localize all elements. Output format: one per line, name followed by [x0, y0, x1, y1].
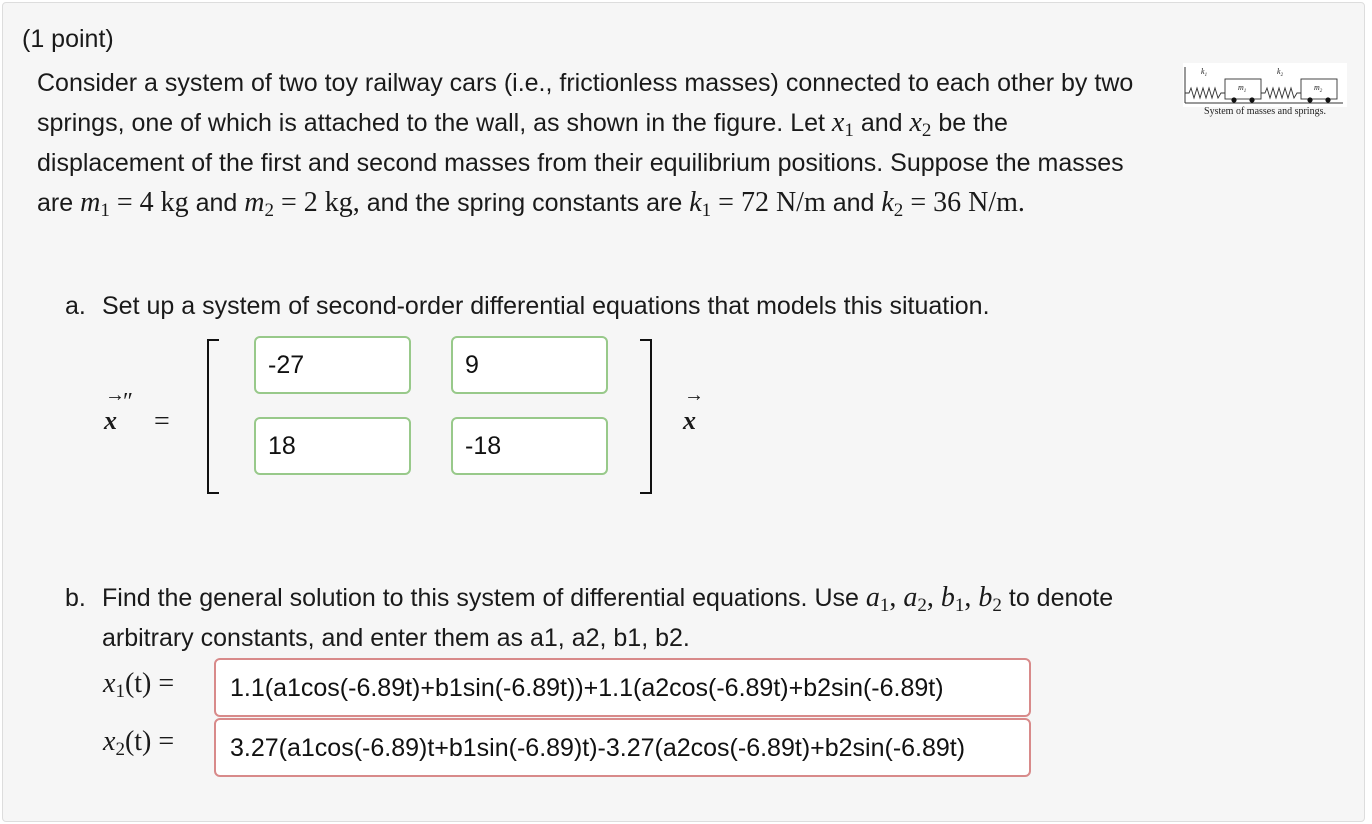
vector-arrow-icon: → — [684, 384, 704, 406]
part-b-text-2: to denote — [1008, 584, 1114, 612]
spring-mass-diagram — [1183, 63, 1347, 107]
intro-text-4: and — [195, 189, 238, 217]
svg-text:k2: $k_2$ — [1277, 67, 1284, 78]
intro-text-5: and the spring constants are — [366, 189, 683, 217]
part-a-label: a. — [65, 292, 86, 320]
k2-value: = 36 N/m. — [910, 187, 1025, 218]
figure-caption: System of masses and springs. — [1204, 106, 1326, 117]
masses-springs-figure[interactable] — [1183, 63, 1347, 119]
var-x2: $x_2$ — [909, 107, 932, 141]
spring-k2: $k_2 = 36$ N/m. — [881, 187, 1025, 221]
spring-k1: $k_1 = 72$ N/m — [689, 187, 826, 221]
constants-list: $a_1$, $a_2$, $b_1$, $b_2$ — [865, 582, 1002, 616]
svg-text:m2: $m_2$ — [1314, 83, 1323, 94]
part-b-text-1: Find the general solution to this system of differential equations. Use — [102, 584, 859, 612]
var-x1: $x_1$ — [831, 107, 854, 141]
mass-m2: $m_2 = 2$ kg, — [244, 187, 360, 221]
lhs-vector-x: x — [104, 406, 117, 435]
part-a-prompt — [65, 292, 990, 321]
x2-label: $x_2(t)$ = — [103, 726, 175, 760]
x1-label: $x_1(t)$ = — [103, 668, 175, 702]
rhs-vector-x: x — [683, 406, 696, 435]
matrix-entry-2-1[interactable]: 18 — [254, 417, 411, 475]
svg-text:k1: $k_1$ — [1201, 67, 1208, 78]
matrix-entry-1-1[interactable]: -27 — [254, 336, 411, 394]
m2-value: = 2 kg, — [281, 187, 360, 218]
intro-text-3: be the displacement of the first and second masses from their equilibrium positions. Suppose the masses are — [37, 109, 1124, 217]
intro-text-2: and — [860, 109, 903, 137]
svg-text:m1: $m_1$ — [1238, 83, 1247, 94]
equals-sign: = — [154, 406, 170, 437]
matrix-right-bracket — [640, 339, 652, 494]
x2-answer-input[interactable]: 3.27(a1cos(-6.89)t+b1sin(-6.89)t)-3.27(a2cos(-6.89t)+b2sin(-6.89t) — [214, 718, 1031, 777]
matrix-left-bracket — [207, 339, 219, 494]
problem-panel — [2, 2, 1365, 822]
part-a-text: Set up a system of second-order differential equations that models this situation. — [102, 292, 990, 320]
m1-value: = 4 kg — [116, 187, 189, 218]
k1-value: = 72 N/m — [718, 187, 826, 218]
intro-text-6: and — [832, 189, 875, 217]
part-b-label: b. — [65, 584, 86, 612]
intro-text-1: Consider a system of two toy railway cars (i.e., frictionless masses) connected to each other by two springs, one of which is attached to the wall, as shown in the figure. Let — [37, 69, 1134, 137]
points-label: (1 point) — [22, 25, 114, 53]
part-b-prompt — [65, 578, 1355, 658]
matrix-entry-2-2[interactable]: -18 — [451, 417, 608, 475]
mass-m1: $m_1 = 4$ kg — [80, 187, 189, 221]
x1-answer-input[interactable]: 1.1(a1cos(-6.89t)+b1sin(-6.89t))+1.1(a2cos(-6.89t)+b2sin(-6.89t) — [214, 658, 1031, 717]
matrix-entry-1-2[interactable]: 9 — [451, 336, 608, 394]
problem-statement — [37, 63, 1147, 223]
vector-arrow-icon: → — [105, 384, 125, 406]
double-prime: ″ — [123, 389, 133, 415]
part-b-text-3: arbitrary constants, and enter them as a1, a2, b1, b2. — [102, 624, 690, 652]
